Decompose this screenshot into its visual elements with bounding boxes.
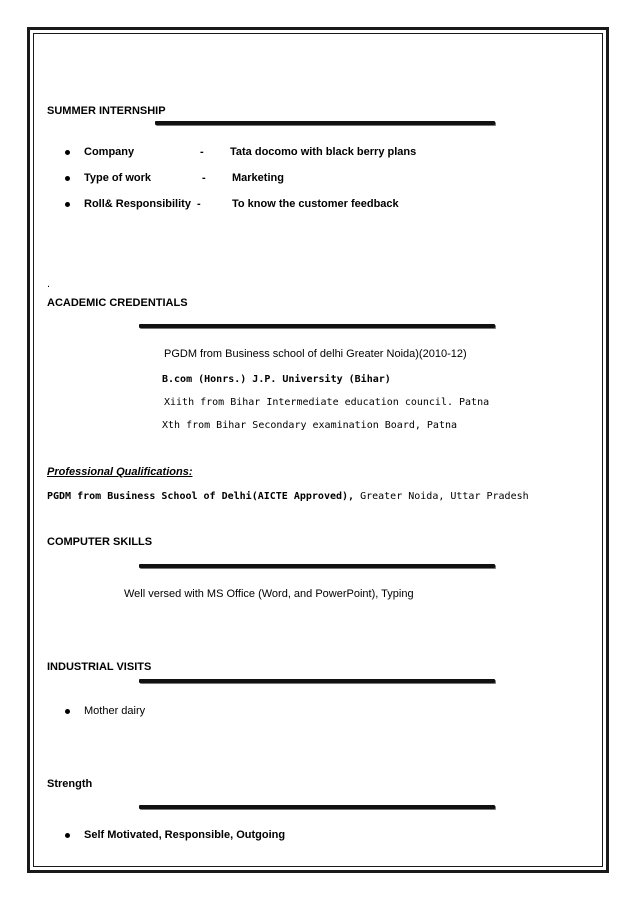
bullet-icon	[65, 709, 70, 714]
academic-heading-rule	[139, 324, 495, 328]
bullet-icon	[65, 150, 70, 155]
stray-dot: .	[47, 278, 51, 290]
bullet-icon	[65, 833, 70, 838]
strength-item: Self Motivated, Responsible, Outgoing	[84, 829, 286, 841]
computer-skills-heading: COMPUTER SKILLS	[47, 536, 153, 548]
strength-heading: Strength	[47, 778, 93, 790]
summer-internship-heading: SUMMER INTERNSHIP	[47, 105, 166, 117]
professional-heading: Professional Qualifications:	[47, 466, 193, 478]
academic-line-xth: Xth from Bihar Secondary examination Board, Patna	[162, 420, 458, 431]
type-of-work-label: Type of work	[84, 172, 152, 184]
academic-heading: ACADEMIC CREDENTIALS	[47, 297, 188, 309]
professional-line	[47, 490, 529, 503]
strength-heading-rule	[139, 805, 495, 809]
company-label: Company	[84, 146, 135, 158]
professional-rest: Greater Noida, Uttar Pradesh	[354, 491, 529, 502]
responsibility-label: Roll& Responsibility	[84, 198, 191, 210]
industrial-heading-rule	[139, 679, 495, 683]
responsibility-value: To know the customer feedback	[232, 198, 399, 210]
bullet-icon	[65, 176, 70, 181]
industrial-visits-heading: INDUSTRIAL VISITS	[47, 661, 152, 673]
industrial-visit-item: Mother dairy	[84, 705, 146, 717]
type-of-work-sep: -	[202, 172, 206, 184]
company-value: Tata docomo with black berry plans	[230, 146, 417, 158]
professional-bold: PGDM from Business School of Delhi(AICTE Approved),	[47, 491, 355, 502]
academic-line-xiith: Xiith from Bihar Intermediate education council. Patna	[164, 397, 490, 408]
academic-line-bcom: B.com (Honrs.) J.P. University (Bihar)	[162, 374, 391, 385]
responsibility-sep: -	[197, 198, 201, 210]
computer-skills-text: Well versed with MS Office (Word, and PowerPoint), Typing	[124, 588, 414, 600]
summer-heading-rule	[155, 121, 495, 125]
type-of-work-value: Marketing	[232, 172, 284, 184]
computer-heading-rule	[139, 564, 495, 568]
bullet-icon	[65, 202, 70, 207]
company-sep: -	[200, 146, 204, 158]
academic-line-pgdm: PGDM from Business school of delhi Greater Noida)(2010-12)	[164, 348, 467, 360]
